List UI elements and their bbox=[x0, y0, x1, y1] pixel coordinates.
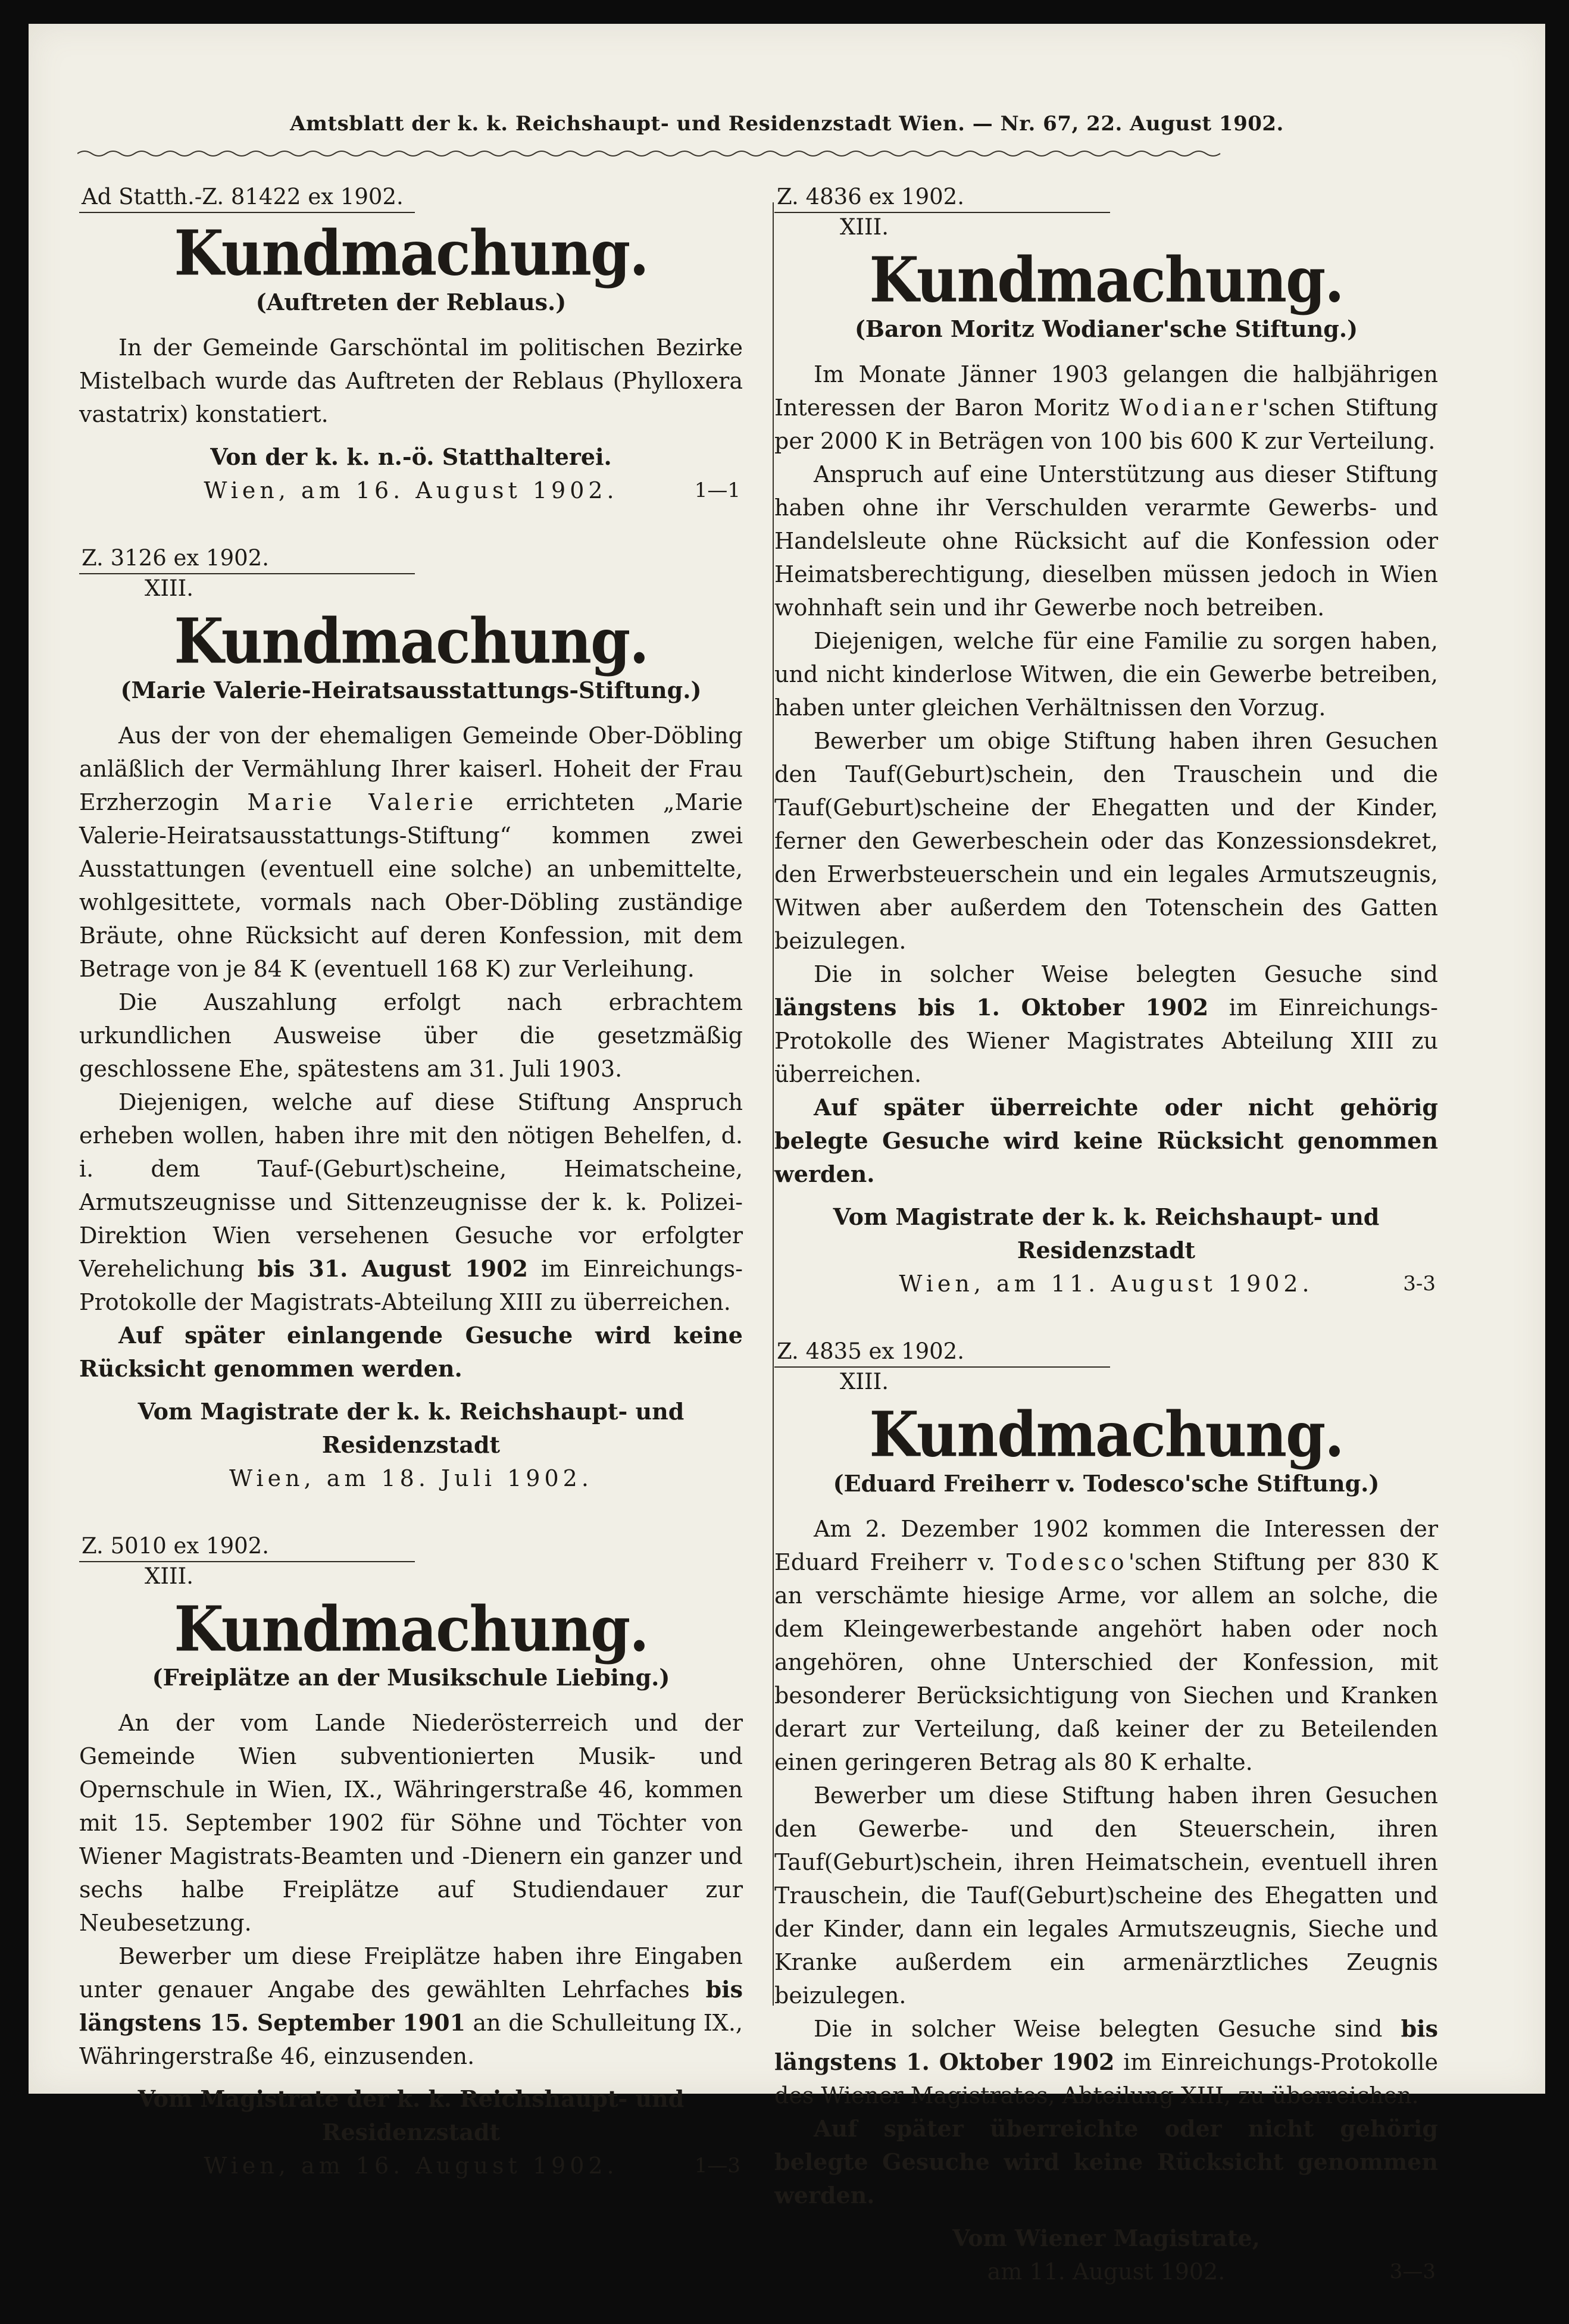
signer: Vom Magistrate der k. k. Reichshaupt- und Residenzstadt bbox=[833, 1203, 1380, 1263]
paragraph: Bewerber um obige Stiftung haben ihren Gesuchen den Tauf(Geburt)schein, den Trauschein und die Tauf(Geburt)scheine der Ehegatten und der Kinder, ferner den Gewerbeschein oder das Konzessionsdekret, den Erwerbsteuerschein und ein legales Armutszeugnis, Witwen aber außerdem den Totenschein des Gatten beizulegen. bbox=[774, 727, 1438, 954]
notice-reblaus bbox=[79, 182, 743, 507]
place-date bbox=[774, 1267, 1438, 1300]
notice-title: Kundmachung. bbox=[174, 217, 648, 290]
place-date-text: Wien, am 18. Juli 1902. bbox=[229, 1465, 593, 1491]
text: Die in solcher Weise belegten Gesuche sind bbox=[814, 2015, 1383, 2042]
spaced-name: Todesco bbox=[1006, 1549, 1129, 1575]
place-date-text: Wien, am 16. August 1902. bbox=[204, 2153, 618, 2179]
deadline: bis längstens 15. September 1901 bbox=[79, 1976, 743, 2037]
reference-number: Ad Statth.-Z. 81422 ex 1902. bbox=[79, 182, 415, 213]
paragraph bbox=[79, 719, 743, 986]
text: errichteten „Marie Valerie-Heiratsausstattungs-Stiftung“ kommen zwei Ausstattungen (eventuell eine solche) an unbemittelte, wohlgesittete, vormals nach Ober-Döbling zuständige Bräute, ohne Rücksicht auf deren Konfession, mit dem Betrage von je 84 K (eventuell 168 K) zur Verleihung. bbox=[79, 789, 743, 982]
paragraph-bold: Auf später überreichte oder nicht gehörig belegte Gesuche wird keine Rücksicht genommen werden. bbox=[774, 1093, 1438, 1187]
notice-body bbox=[774, 358, 1438, 1191]
paragraph-bold: Auf später überreichte oder nicht gehörig belegte Gesuche wird keine Rücksicht genommen werden. bbox=[774, 2115, 1438, 2209]
running-head: Amtsblatt der k. k. Reichshaupt- und Residenzstadt Wien. — Nr. 67, 22. August 1902. bbox=[290, 112, 1284, 136]
text: im Einreichungs-Protokolle des Wiener Magistrates Abteilung XIII zu überreichen. bbox=[774, 994, 1439, 1087]
text: Bewerber um diese Freiplätze haben ihre Eingaben unter genauer Angabe des gewählten Lehrfaches bbox=[79, 1943, 743, 2003]
reference-number: Z. 4835 ex 1902. bbox=[774, 1336, 1110, 1368]
left-column bbox=[79, 182, 743, 2218]
right-column bbox=[774, 182, 1438, 2324]
text: Aus der von der ehemaligen Gemeinde Ober-Döbling anläßlich der Vermählung Ihrer kaiserl. Hoheit der Frau Erzherzogin bbox=[79, 722, 743, 815]
spaced-name: Marie Valerie bbox=[247, 789, 478, 815]
notice-subtitle: (Eduard Freiherr v. Todesco'sche Stiftung.) bbox=[833, 1469, 1380, 1497]
signer: Vom Magistrate der k. k. Reichshaupt- und Residenzstadt bbox=[137, 1397, 685, 1458]
paragraph-bold: Auf später einlangende Gesuche wird keine Rücksicht genommen werden. bbox=[79, 1321, 743, 1382]
notice-body bbox=[774, 1512, 1438, 2212]
deadline: längstens bis 1. Oktober 1902 bbox=[774, 993, 1209, 1021]
column-divider bbox=[773, 202, 774, 2006]
notice-title: Kundmachung. bbox=[174, 605, 648, 678]
deadline: bis längstens 1. Oktober 1902 bbox=[774, 2015, 1438, 2075]
paragraph: Diejenigen, welche für eine Familie zu sorgen haben, und nicht kinderlose Witwen, die ein Gewerbe betreiben, haben unter gleichen Verhältnissen den Vorzug. bbox=[774, 627, 1438, 721]
text: an die Schulleitung IX., Währingerstraße 46, einzusenden. bbox=[79, 2010, 743, 2070]
insertion-number: 1—3 bbox=[694, 2154, 740, 2178]
paragraph bbox=[774, 358, 1438, 458]
text: im Einreichungs-Protokolle des Wiener Magistrates, Abteilung XIII, zu überreichen. bbox=[774, 2048, 1438, 2109]
paragraph: In der Gemeinde Garschöntal im politischen Bezirke Mistelbach wurde das Auftreten der Reblaus (Phylloxera vastatrix) konstatiert. bbox=[79, 334, 743, 427]
notice-marie-valerie bbox=[79, 543, 743, 1495]
reference-number: Z. 3126 ex 1902. bbox=[79, 543, 415, 574]
paragraph: Bewerber um diese Stiftung haben ihren Gesuchen den Gewerbe- und den Steuerschein, ihren Tauf(Geburt)schein, ihren Heimatschein, eventuell ihren Trauschein, die Tauf(Geburt)scheine des Ehegatten und der Kinder, dann ein legales Armutszeugnis, Sieche und Kranke außerdem ein armenärztliches Zeugnis beizulegen. bbox=[774, 1782, 1438, 2009]
signer: Vom Magistrate der k. k. Reichshaupt- und Residenzstadt bbox=[137, 2085, 685, 2146]
text: Im Monate Jänner 1903 gelangen die halbjährigen Interessen der Baron Moritz bbox=[774, 361, 1438, 421]
notice-body bbox=[79, 331, 743, 431]
text: Die in solcher Weise belegten Gesuche sind bbox=[814, 961, 1438, 987]
paragraph bbox=[774, 1512, 1438, 1779]
reference-number: Z. 5010 ex 1902. bbox=[79, 1531, 415, 1562]
deadline: bis 31. August 1902 bbox=[257, 1255, 528, 1282]
notice-body bbox=[79, 1706, 743, 2073]
notice-todesco bbox=[774, 1336, 1438, 2288]
place-date bbox=[774, 2255, 1438, 2288]
insertion-number: 3-3 bbox=[1403, 1271, 1436, 1296]
notice-title: Kundmachung. bbox=[174, 1593, 648, 1666]
text: Am 2. Dezember 1902 kommen die Interessen der Eduard Freiherr v. bbox=[774, 1515, 1438, 1575]
notice-musikschule bbox=[79, 1531, 743, 2183]
text: Diejenigen, welche auf diese Stiftung Anspruch erheben wollen, haben ihre mit den nötigen Behelfen, d. i. dem Tauf-(Geburt)scheine, Heimatscheine, Armutszeugnisse und Sittenzeugnisse der k. k. Polizei-Direktion Wien versehenen Gesuche vor erfolgter Verehelichung bbox=[79, 1089, 743, 1282]
place-date bbox=[79, 2149, 743, 2182]
paragraph bbox=[79, 1940, 743, 2073]
insertion-number: 3—3 bbox=[1389, 2259, 1436, 2284]
notice-wodianer bbox=[774, 182, 1438, 1300]
paragraph: An der vom Lande Niederösterreich und der Gemeinde Wien subventionierten Musik- und Opernschule in Wien, IX., Währingerstraße 46, kommen mit 15. September 1902 für Söhne und Töchter von Wiener Magistrats-Beamten und -Dienern ein ganzer und sechs halbe Freiplätze auf Studiendauer zur Neubesetzung. bbox=[79, 1710, 743, 1937]
notice-subtitle: (Freiplätze an der Musikschule Liebing.) bbox=[152, 1664, 670, 1691]
place-date-text: Wien, am 16. August 1902. bbox=[204, 477, 618, 503]
spaced-name: Wodianer bbox=[1119, 394, 1262, 421]
notice-subtitle: (Auftreten der Reblaus.) bbox=[255, 288, 567, 315]
text: 'schen Stiftung per 830 K an verschämte hiesige Arme, vor allem an solche, die dem Kleingewerbestande angehört haben oder noch angehören, ohne Unterschied der Konfession, mit besonderer Berücksichtigung von Siechen und Kranken derart zur Verteilung, daß keiner der zu Beteilenden einen geringeren Betrag als 80 K erhalte. bbox=[774, 1549, 1438, 1775]
notice-subtitle: (Baron Moritz Wodianer'sche Stiftung.) bbox=[854, 315, 1358, 342]
signer: Vom Wiener Magistrate, bbox=[952, 2224, 1260, 2251]
paragraph bbox=[774, 2012, 1438, 2112]
paragraph bbox=[774, 958, 1438, 1091]
department-number: XIII. bbox=[145, 575, 193, 601]
place-date-text: am 11. August 1902. bbox=[987, 2258, 1226, 2285]
place-date bbox=[79, 474, 743, 507]
text: im Einreichungs-Protokolle der Magistrats-Abteilung XIII zu überreichen. bbox=[79, 1255, 743, 1315]
insertion-number: 1—1 bbox=[694, 478, 740, 502]
department-number: XIII. bbox=[840, 214, 889, 240]
notice-subtitle: (Marie Valerie-Heiratsausstattungs-Stiftung.) bbox=[120, 676, 702, 703]
paragraph: Anspruch auf eine Unterstützung aus dieser Stiftung haben ohne ihr Verschulden verarmte Gewerbs- und Handelsleute ohne Rücksicht auf die Konfession oder Heimatsberechtigung, dieselben müssen jedoch in Wien wohnhaft sein und ihr Gewerbe noch betreiben. bbox=[774, 461, 1438, 621]
signer: Von der k. k. n.-ö. Statthalterei. bbox=[210, 443, 612, 470]
text: 'schen Stiftung per 2000 K in Beträgen von 100 bis 600 K zur Verteilung. bbox=[774, 394, 1438, 454]
paragraph: Die Auszahlung erfolgt nach erbrachtem urkundlichen Ausweise über die gesetzmäßig geschlossene Ehe, spätestens am 31. Juli 1903. bbox=[79, 989, 743, 1082]
wavy-rule bbox=[77, 149, 1226, 158]
notice-body bbox=[79, 719, 743, 1385]
place-date-text: Wien, am 11. August 1902. bbox=[899, 1270, 1314, 1297]
newspaper-page bbox=[29, 24, 1545, 2285]
notice-title: Kundmachung. bbox=[869, 243, 1343, 317]
department-number: XIII. bbox=[145, 1563, 193, 1589]
place-date bbox=[79, 1462, 743, 1495]
notice-title: Kundmachung. bbox=[869, 1398, 1343, 1471]
department-number: XIII. bbox=[840, 1368, 889, 1394]
paragraph bbox=[79, 1086, 743, 1319]
reference-number: Z. 4836 ex 1902. bbox=[774, 182, 1110, 213]
